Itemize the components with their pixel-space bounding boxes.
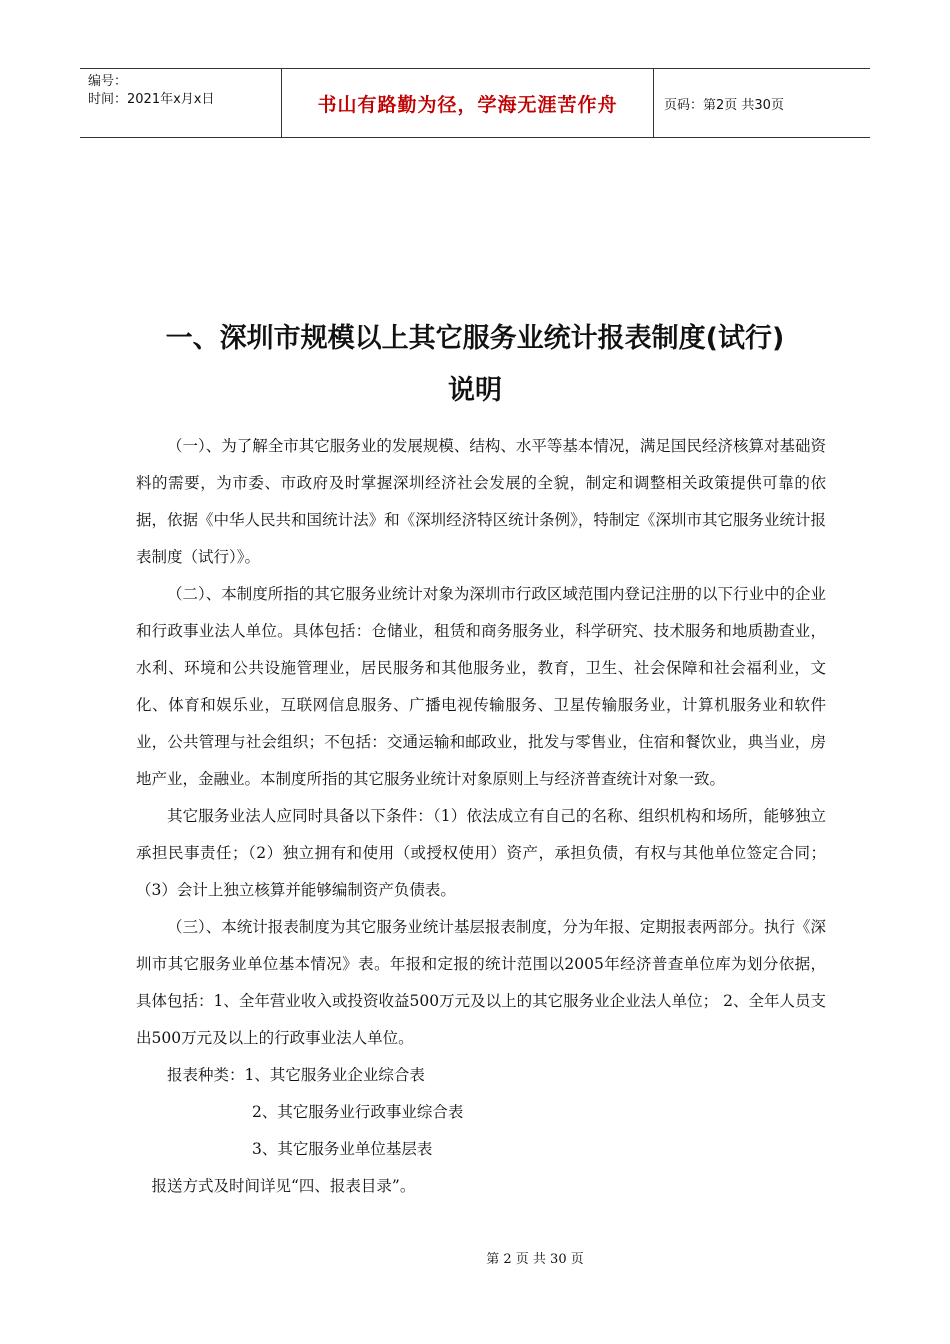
page-footer: 第 2 页 共 30 页 (486, 1252, 584, 1267)
report-type-item: 3、其它服务业单位基层表 (252, 1140, 433, 1158)
header-meta (80, 69, 282, 137)
page-header (80, 68, 870, 138)
paragraph-3: 其它服务业法人应同时具备以下条件：（1）依法成立有自己的名称、组织机构和场所，能够独立承担民事责任；（2）独立拥有和使用（或授权使用）资产，承担负债，有权与其他单位签定合同；（3）会计上独立核算并能够编制资产负债表。 (136, 807, 826, 899)
time-label: 时间：2021年x月x日 (88, 92, 215, 107)
document-body (136, 428, 826, 1205)
report-type-item: 2、其它服务业行政事业综合表 (252, 1103, 464, 1121)
header-motto-cell (282, 69, 654, 137)
number-label: 编号： (88, 74, 128, 89)
closing-note: 报送方式及时间详见“四、报表目录”。 (151, 1177, 416, 1195)
paragraph-2: （二）、本制度所指的其它服务业统计对象为深圳市行政区域范围内登记注册的以下行业中的企业和行政事业法人单位。具体包括：仓储业，租赁和商务服务业，科学研究、技术服务和地质勘查业，水利、环境和公共设施管理业，居民服务和其他服务业，教育，卫生、社会保障和社会福利业，文化、体育和娱乐业，互联网信息服务、广播电视传输服务、卫星传输服务业，计算机服务业和软件业，公共管理与社会组织；不包括：交通运输和邮政业，批发与零售业，住宿和餐饮业，典当业，房地产业，金融业。本制度所指的其它服务业统计对象原则上与经济普查统计对象一致。 (136, 585, 826, 788)
header-page-info: 页码：第2页 共30页 (664, 97, 784, 113)
document-title: 一、深圳市规模以上其它服务业统计报表制度(试行) (165, 323, 785, 354)
paragraph-1: （一）、为了解全市其它服务业的发展规模、结构、水平等基本情况，满足国民经济核算对基础资料的需要，为市委、市政府及时掌握深圳经济社会发展的全貌，制定和调整相关政策提供可靠的依据，依据《中华人民共和国统计法》和《深圳经济特区统计条例》，特制定《深圳市其它服务业统计报表制度（试行）》。 (136, 437, 826, 566)
paragraph-4: （三）、本统计报表制度为其它服务业统计基层报表制度，分为年报、定期报表两部分。执行《深圳市其它服务业单位基本情况》表。年报和定报的统计范围以2005年经济普查单位库为划分依据，具体包括：1、全年营业收入或投资收益500万元及以上的其它服务业企业法人单位； 2、全年人员支出500万元及以上的行政事业法人单位。 (136, 918, 826, 1047)
document-subtitle: 说明 (448, 375, 502, 406)
report-types-heading: 报表种类：1、其它服务业企业综合表 (167, 1066, 425, 1084)
header-motto: 书山有路勤为径，学海无涯苦作舟 (317, 93, 618, 116)
